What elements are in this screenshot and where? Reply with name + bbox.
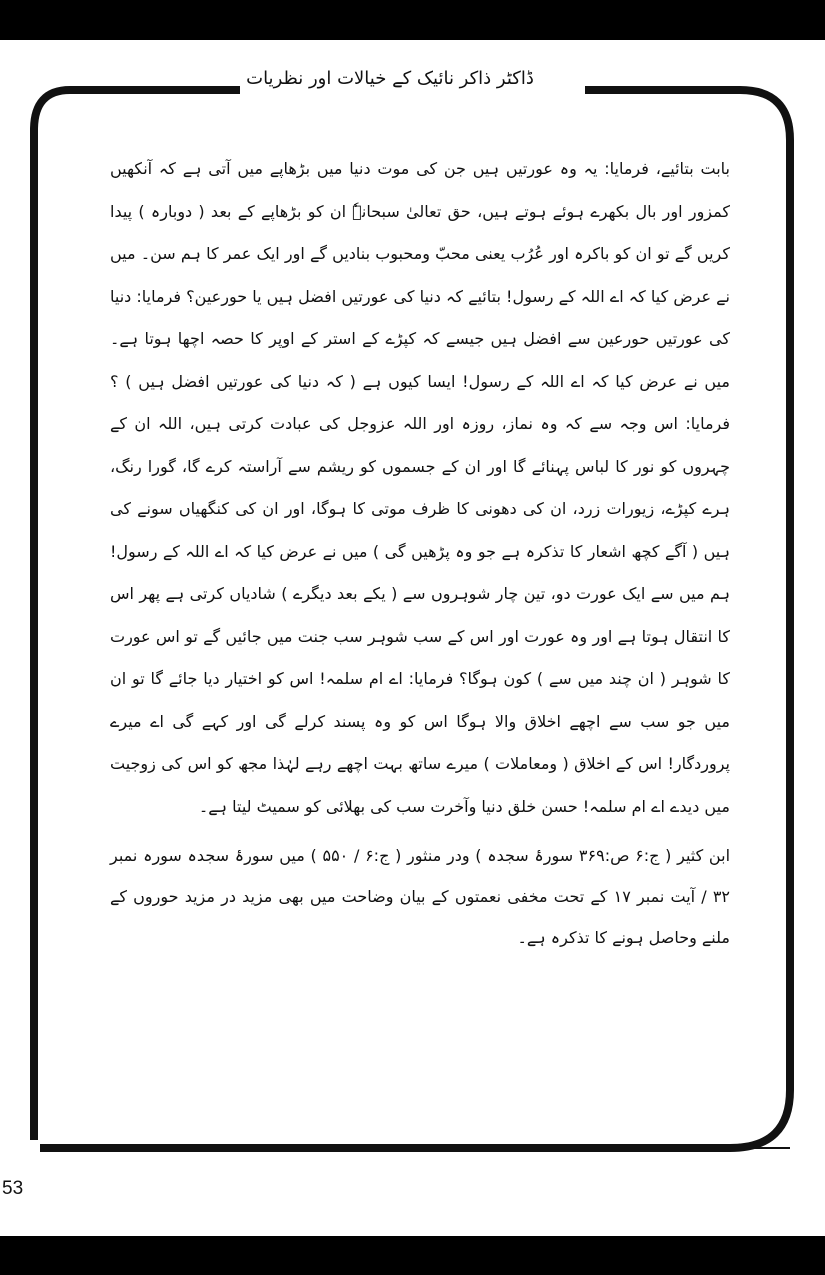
paragraph-text: بابت بتائیے، فرمایا: یہ وہ عورتیں ہیں جن کی موت دنیا میں بڑھاپے میں آتی ہے کہ آنکھیں کمزور اور بال بکھرے ہوئے ہوتے ہیں، حق تعالیٰ سبحانہٗ ان کو بڑھاپے کے بعد ( دوبارہ ) پیدا کریں گے تو ان کو باکرہ اور عُرُب یعنی محبّ ومحبوب بنادیں گے اور ایک عمر کا ہم سن۔ میں نے عرض کیا کہ اے اللہ کے رسول! بتائیے کہ دنیا کی عورتیں افضل ہیں یا حورعین؟ فرمایا: دنیا کی عورتیں حورعین سے افضل ہیں جیسے کہ کپڑے کے استر کے اوپر کا حصہ اچھا ہوتا ہے۔ میں نے عرض کیا کہ اے اللہ کے رسول! ایسا کیوں ہے ( کہ دنیا کی عورتیں افضل ہیں ) ؟ فرمایا: اس وجہ سے کہ وہ نماز، روزہ اور اللہ عزوجل کی عبادت کرتی ہیں، اللہ ان کے چہروں کو نور کا لباس پہنائے گا اور ان کے جسموں کو ریشم سے آراستہ کرے گا، گورا رنگ، ہرے کپڑے، زیورات زرد، ان کی دھونی کا ظرف موتی کا ہوگا، اور ان کی کنگھیاں سونے کی ہیں ( آگے کچھ اشعار کا تذکرہ ہے جو وہ پڑھیں گی ) میں نے عرض کیا کہ اے اللہ کے رسول! ہم میں سے ایک عورت دو، تین چار شوہروں سے ( یکے بعد دیگرے ) شادیاں کرتی ہے پھر اس کا انتقال ہوتا ہے اور وہ عورت اور اس کے سب شوہر سب جنت میں جائیں گے تو اس عورت کا شوہر ( ان چند میں سے ) کون ہوگا؟ فرمایا: اے ام سلمہ! اس کو اختیار دیا جائے گا تو ان میں جو سب سے اچھے اخلاق والا ہوگا اس کو وہ پسند کرلے گی اور کہے گی اے میرے پروردگار! اس کے اخلاق ( ومعاملات ) میرے ساتھ بہت اچھے رہے لہٰذا مجھ کو اس کی زوجیت میں دیدے اے ام سلمہ! حسن خلق دنیا وآخرت سب کی بھلائی کو سمیٹ لیتا ہے۔ (110, 159, 730, 816)
reference-text: ابن کثیر ( ج:۶ ص:۳۶۹ سورۂ سجدہ ) ودر منثور ( ج:۶ / ۵۵۰ ) میں سورۂ سجدہ سورہ نمبر ۳۲ / آیت نمبر ۱۷ کے تحت مخفی نعمتوں کے بیان وضاحت میں بھی مزید در مزید حوروں کے ملنے وحاصل ہونے کا تذکرہ ہے۔ (110, 846, 731, 947)
reference-paragraph (110, 835, 730, 958)
page-number: 53 (2, 1178, 24, 1199)
body-paragraph (110, 148, 730, 828)
running-header-title: ڈاکٹر ذاکر نائیک کے خیالات اور نظریات (246, 68, 534, 89)
book-page (0, 40, 825, 1236)
